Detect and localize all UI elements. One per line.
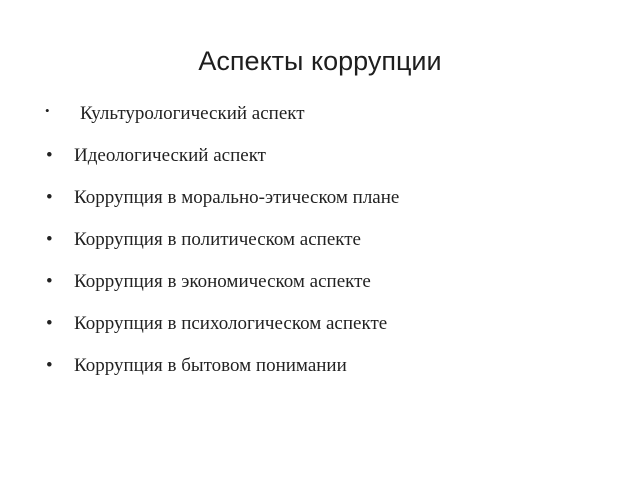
bullet-icon: • bbox=[46, 355, 53, 376]
bullet-icon: • bbox=[46, 145, 53, 166]
list-item-label: Культурологический аспект bbox=[80, 103, 305, 124]
list-item-label: Коррупция в политическом аспекте bbox=[74, 229, 361, 250]
list-item bbox=[40, 264, 610, 306]
list-item-label: Коррупция в экономическом аспекте bbox=[74, 271, 371, 292]
list-item bbox=[40, 306, 610, 348]
list-item bbox=[40, 222, 610, 264]
list-item bbox=[40, 96, 610, 138]
list-item-label: Идеологический аспект bbox=[74, 145, 266, 166]
list-item bbox=[40, 180, 610, 222]
list-item bbox=[40, 138, 610, 180]
page-title: Аспекты коррупции bbox=[198, 46, 442, 76]
list-item-label: Коррупция в психологическом аспекте bbox=[74, 313, 388, 334]
list-item-label: Коррупция в бытовом понимании bbox=[74, 355, 347, 376]
list-item bbox=[40, 348, 610, 390]
bullet-icon: • bbox=[45, 103, 50, 118]
bullet-icon: • bbox=[46, 271, 53, 292]
bullet-icon: • bbox=[46, 313, 53, 334]
bullet-list bbox=[40, 96, 610, 390]
bullet-icon: • bbox=[46, 187, 53, 208]
bullet-icon: • bbox=[46, 229, 53, 250]
list-item-label: Коррупция в морально-этическом плане bbox=[74, 187, 400, 208]
